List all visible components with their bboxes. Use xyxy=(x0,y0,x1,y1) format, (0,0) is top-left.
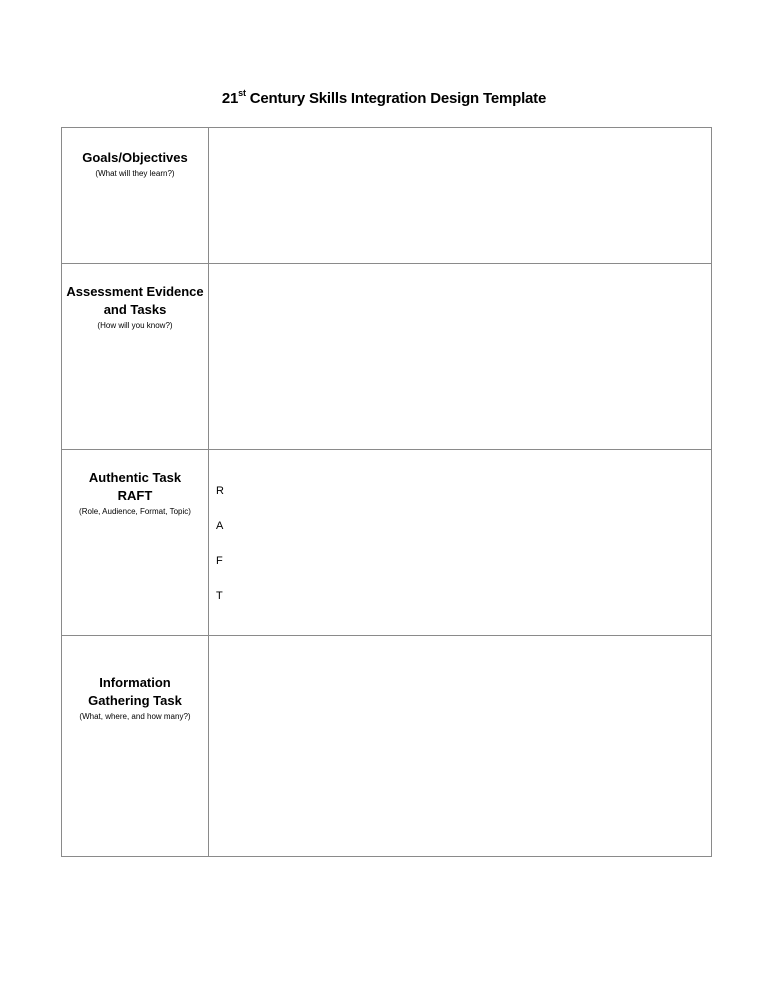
row-assessment xyxy=(62,264,712,450)
assessment-label-cell xyxy=(62,264,209,450)
raft-letter-f: F xyxy=(216,555,223,567)
goals-label: Goals/Objectives xyxy=(82,150,188,165)
authentic-task-label-line1: Authentic Task xyxy=(88,470,182,485)
raft-letter-t: T xyxy=(216,590,223,602)
assessment-content-cell[interactable] xyxy=(209,264,712,450)
raft-list xyxy=(209,450,711,625)
information-label-line1: Information xyxy=(99,675,171,690)
authentic-task-content-cell[interactable] xyxy=(209,450,712,636)
title-text: Century Skills Integration Design Template xyxy=(245,90,547,107)
goals-label-cell xyxy=(62,128,209,264)
goals-content-cell[interactable] xyxy=(209,128,712,264)
row-authentic-task xyxy=(62,450,712,636)
information-sublabel: (What, where, and how many?) xyxy=(79,712,191,721)
title-number: 21 xyxy=(221,90,239,107)
authentic-task-sublabel: (Role, Audience, Format, Topic) xyxy=(79,507,191,516)
goals-sublabel: (What will they learn?) xyxy=(95,169,175,178)
assessment-label-line2: and Tasks xyxy=(103,302,167,317)
raft-letter-r: R xyxy=(216,485,224,497)
design-template-table xyxy=(61,127,712,857)
row-goals xyxy=(62,128,712,264)
title-superscript: st xyxy=(238,88,246,98)
information-content-cell[interactable] xyxy=(209,636,712,857)
assessment-sublabel: (How will you know?) xyxy=(97,321,173,330)
information-label-cell xyxy=(62,636,209,857)
information-label-line2: Gathering Task xyxy=(88,693,182,708)
authentic-task-label-line2: RAFT xyxy=(117,488,153,503)
authentic-task-label-cell xyxy=(62,450,209,636)
assessment-label-line1: Assessment Evidence xyxy=(66,284,204,299)
raft-letter-a: A xyxy=(216,520,224,532)
row-information-gathering xyxy=(62,636,712,857)
page-title xyxy=(0,88,768,107)
